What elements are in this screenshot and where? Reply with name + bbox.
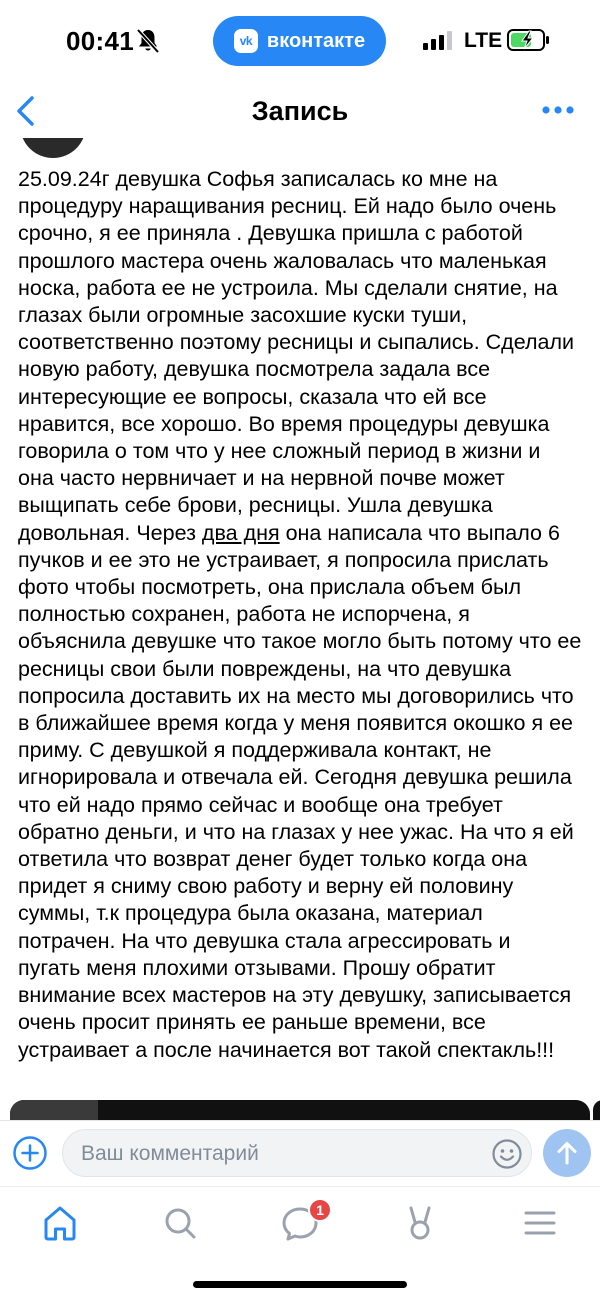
post-date-link[interactable]: два дня — [201, 520, 280, 545]
vk-pill-label: вконтакте — [266, 29, 366, 52]
signal-icon — [423, 30, 453, 50]
status-bar — [0, 0, 600, 84]
home-indicator — [193, 1281, 407, 1288]
arrow-up-icon — [555, 1140, 579, 1166]
comment-placeholder: Ваш комментарий — [81, 1142, 259, 1165]
messages-badge: 1 — [308, 1198, 332, 1222]
menu-icon[interactable] — [520, 1203, 560, 1243]
avatar[interactable] — [20, 138, 86, 158]
vk-logo-icon: vk — [234, 29, 258, 53]
tab-bar — [0, 1186, 600, 1300]
smile-icon[interactable] — [491, 1138, 523, 1170]
page-title: Запись — [251, 96, 349, 126]
plus-circle-icon[interactable] — [12, 1135, 48, 1171]
search-icon[interactable] — [160, 1203, 200, 1243]
battery-charging-icon — [507, 28, 551, 52]
post-body — [18, 166, 584, 1064]
post-text-part-1: 25.09.24г девушка Софья записалась ко мне на процедуру наращивания ресниц. Ей надо было очень срочно, я ее приняла . Девушка пришла с работой прошлого мастера очень жаловалась что маленькая носка, работа ее не устроила. Мы сделали снятие, на глазах были огромные засохшие куски туши, соответственно поэтому ресницы и сыпались. Сделали новую работу, девушка посмотрела задала все интересующие ее вопросы, сказала что ей все нравится, все хорошо. Во время процедуры девушка говорила о том что у нее сложный период в жизни и она часто нервничает и на нервной почве может выщипать себе брови, ресницы. Ушла девушка довольная. Через — [18, 167, 575, 545]
more-dots-icon[interactable] — [538, 100, 578, 120]
post-text-part-2: она написала что выпало 6 пучков и ее это не устраивает, я попросила прислать фото чтобы посмотреть, она прислала объем был полностью сохранен, работа не испорчена, я объяснила девушке что такое могло быть потому что ее ресницы свои были повреждены, на что девушка попросила доставить их на место мы договорились что в ближайшее время когда у меня появится окошко я ее приму. С девушкой я поддерживала контакт, не игнорировала и отвечала ей. Сегодня девушка решила что ей надо прямо сейчас и вообще она требует обратно деньги, и что на глазах у нее ужас. На что я ей ответила что возврат денег будет только когда она придет я сниму свою работу и верну ей половину суммы, т.к процедура была оказана, материал потрачен. На что девушка стала агрессировать и пугать меня плохими отзывами. Прошу обратит внимание всех мастеров на эту девушку, записывается очень просит принять ее раньше времени, все устраивает а после начинается вот такой спектакль!!! — [18, 520, 582, 1062]
comment-bar — [0, 1120, 600, 1186]
status-time: 00:41 — [66, 26, 134, 56]
nav-bar — [0, 84, 600, 138]
comment-input[interactable] — [62, 1129, 532, 1177]
send-button[interactable] — [543, 1129, 591, 1177]
vk-app-pill[interactable] — [213, 16, 386, 66]
bell-slash-icon — [136, 28, 160, 54]
post-author-header — [0, 138, 600, 158]
home-icon[interactable] — [40, 1203, 80, 1243]
clips-icon[interactable] — [400, 1203, 440, 1243]
network-type: LTE — [464, 29, 503, 52]
